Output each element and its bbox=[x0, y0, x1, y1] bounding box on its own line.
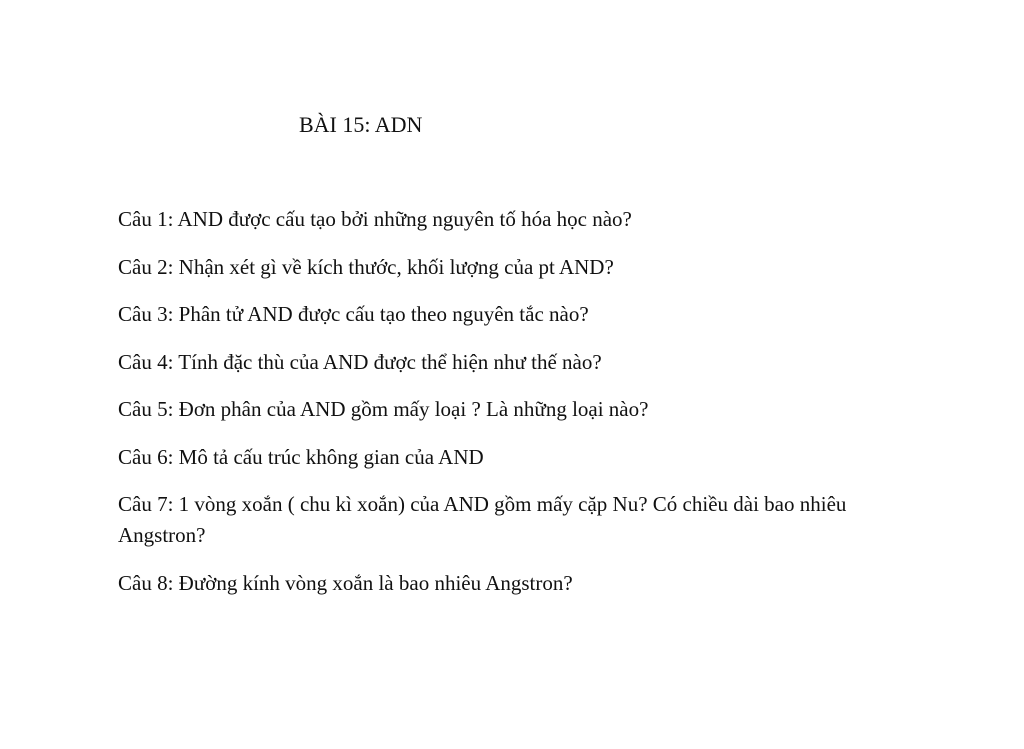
question-4: Câu 4: Tính đặc thù của AND được thể hiện như thế nào? bbox=[118, 349, 602, 374]
question-1: Câu 1: AND được cấu tạo bởi những nguyên tố hóa học nào? bbox=[118, 207, 632, 231]
question-6: Câu 6: Mô tả cấu trúc không gian của AND bbox=[118, 444, 484, 469]
question-list bbox=[118, 204, 908, 615]
question-7: Câu 7: 1 vòng xoắn ( chu kì xoắn) của AND gồm mấy cặp Nu? Có chiều dài bao nhiêu Angstron? bbox=[118, 492, 847, 547]
page-title: BÀI 15: ADN bbox=[299, 112, 423, 137]
question-3: Câu 3: Phân tử AND được cấu tạo theo nguyên tắc nào? bbox=[118, 302, 589, 326]
question-5: Câu 5: Đơn phân của AND gồm mấy loại ? Là những loại nào? bbox=[118, 397, 649, 421]
question-8: Câu 8: Đường kính vòng xoắn là bao nhiêu Angstron? bbox=[118, 570, 573, 595]
question-2: Câu 2: Nhận xét gì về kích thước, khối lượng của pt AND? bbox=[118, 254, 614, 279]
